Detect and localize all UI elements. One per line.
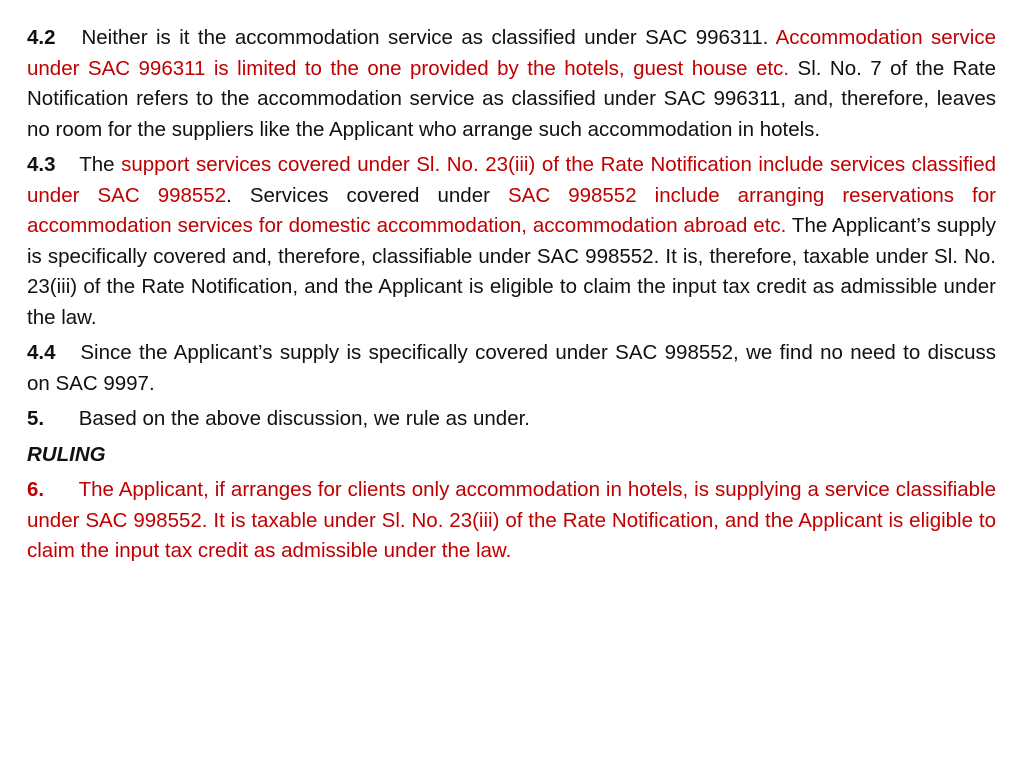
ruling-heading: RULING — [27, 442, 106, 466]
paragraph-text: Based on the above discussion, we rule as under. — [78, 407, 530, 430]
paragraph-6 — [27, 475, 996, 567]
paragraph-number: 4.4 — [27, 341, 56, 364]
highlighted-text: Accommodation service under SAC 996311 is limited to the one provided by the hotels, guest house etc. — [27, 26, 996, 80]
highlighted-text: SAC 998552 include arranging reservations for accommodation services for domestic accommodation, accommodation abroad etc. — [27, 183, 996, 237]
paragraph-text: The Applicant, if arranges for clients only accommodation in hotels, is supplying a service classifiable under SAC 998552. It is taxable under Sl. No. 23(iii) of the Rate Notification, and the Applicant is eligible to claim the input tax credit as admissible under the law. — [27, 478, 997, 562]
paragraph-number: 4.2 — [27, 26, 56, 49]
paragraph-4-4 — [27, 338, 996, 399]
paragraph-4-3 — [27, 150, 996, 333]
paragraph-number: 5. — [27, 407, 45, 430]
paragraph-text: Since the Applicant’s supply is specifically covered under SAC 998552, we find no need to discuss on SAC 9997. — [27, 341, 996, 395]
paragraph-5 — [27, 404, 996, 435]
paragraph-text: The — [79, 153, 115, 176]
paragraph-text: The Applicant’s supply is specifically covered and, therefore, classifiable under SAC 998552. It is, therefore, taxable under Sl. No. 23(iii) of the Rate Notification, and the Applicant is eligible to claim the input tax credit as admissible under the law. — [27, 214, 996, 329]
paragraph-number: 4.3 — [27, 153, 56, 176]
paragraph-number: 6. — [27, 478, 45, 501]
paragraph-text: . Services covered under — [226, 183, 490, 207]
highlighted-text: support services covered under Sl. No. 23(iii) of the Rate Notification include services classified under SAC 998552 — [27, 153, 996, 207]
paragraph-text: Neither is it the accommodation service as classified under SAC 996311. — [81, 26, 769, 49]
paragraph-4-2 — [27, 23, 996, 145]
paragraph-text: Sl. No. 7 of the Rate Notification refers to the accommodation service as classified under SAC 996311, and, therefore, leaves no room for the suppliers like the Applicant who arrange such accommodation in hotels. — [27, 56, 996, 141]
